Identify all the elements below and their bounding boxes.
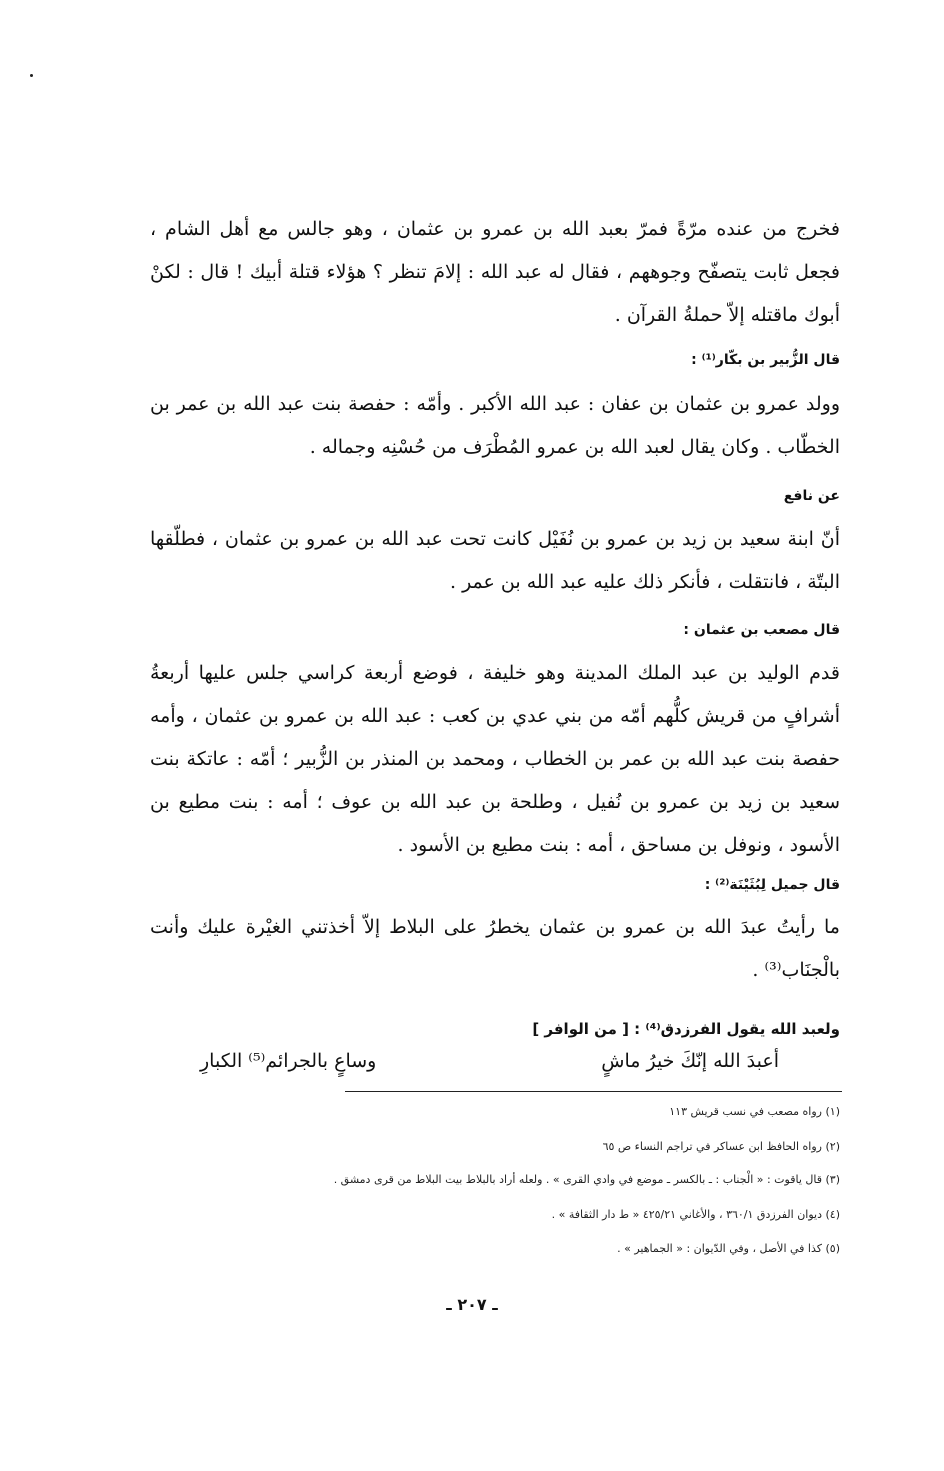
footnote-1: (١) رواه مصعب في نسب قريش ١١٣ (669, 1105, 840, 1118)
paragraph-2-text: وولد عمرو بن عثمان بن عفان : عبد الله الأكبر . وأمّه : حفصة بنت عبد الله بن عمر بن الخطّاب . وكان يقال لعبد الله بن عمرو المُطْرَف من حُسْنِه وجماله . (150, 393, 840, 458)
footnote-separator (345, 1091, 842, 1092)
footnote-5: (٥) كذا في الأصل ، وفي الدّيوان : « الجماهير » . (617, 1242, 840, 1255)
heading-musab: قال مصعب بن عثمان : (683, 622, 840, 638)
paragraph-3-text: أنّ ابنة سعيد بن زيد بن عمرو بن نُفَيْل كانت تحت عبد الله بن عمرو بن عثمان ، فطلّقها البتّة ، فانتقلت ، فأنكر ذلك عليه عبد الله بن عمر . (150, 528, 840, 593)
verse-hemistich-right: أعبدَ الله إنّكَ خيرُ ماشٍ (601, 1050, 779, 1072)
poem-intro: ولعبد الله يقول الفرزدق⁽⁴⁾ : [ من الوافر ] (532, 1020, 840, 1038)
paragraph-1-text: فخرج من عنده مرّةً فمرّ بعبد الله بن عمرو بن عثمان ، وهو جالس مع أهل الشام ، فجعل ثابت يتصفّح وجوههم ، فقال له عبد الله : إلامَ تنظر ؟ هؤلاء قتلة أبيك ! قال : لكنْ أبوك ماقتله إلاّ حملةُ القرآن . (150, 218, 840, 326)
footnote-3: (٣) قال ياقوت : « الْجناب : ـ بالكسر ـ موضع في وادي القرى » . ولعله أراد بالبلاط بيت البلاط من قرى دمشق . (333, 1173, 840, 1186)
page-number: ـ ٢٠٧ ـ (446, 1295, 498, 1314)
heading-zubayr: قال الزُّبير بن بكّار⁽¹⁾ : (691, 352, 840, 368)
heading-nafi: عن نافع (783, 488, 840, 504)
verse-hemistich-left: وساعٍ بالجرائم⁽⁵⁾ الكبارِ (200, 1050, 377, 1072)
paragraph-5-text: ما رأيتُ عبدَ الله بن عمرو بن عثمان يخطرُ على البلاط إلاّ أخذتني الغيْرة عليك وأنت بالْجنَاب⁽³⁾ . (150, 916, 840, 981)
paragraph-5 (150, 906, 840, 992)
scan-speck (30, 74, 33, 77)
footnote-4: (٤) ديوان الفرزدق ٣٦٠/١ ، والأغاني ٤٢٥/٢١ « ط دار الثقافة » . (551, 1208, 840, 1221)
paragraph-1 (150, 208, 840, 337)
paragraph-4-text: قدم الوليد بن عبد الملك المدينة وهو خليفة ، فوضع أربعة كراسي جلس عليها أربعةُ أشرافٍ من قريش كلُّهم أمّه من بني عدي بن كعب : عبد الله بن عمرو بن عثمان ، وأمه حفصة بنت عبد الله بن عمر بن الخطاب ، ومحمد بن المنذر بن الزُّبير ؛ أمّه : عاتكة بنت سعيد بن زيد بن عمرو بن نُفيل ، وطلحة بن عبد الله بن عوف ؛ أمه : بنت مطيع بن الأسود ، ونوفل بن مساحق ، أمه : بنت مطيع بن الأسود . (150, 662, 841, 856)
paragraph-2 (150, 383, 840, 469)
paragraph-4 (150, 652, 840, 867)
heading-jamil: قال جميل لِبُثَيْنَة⁽²⁾ : (704, 877, 840, 893)
paragraph-3 (150, 518, 840, 604)
footnote-2: (٢) رواه الحافظ ابن عساكر في تراجم النساء ص ٦٥ (602, 1140, 840, 1153)
